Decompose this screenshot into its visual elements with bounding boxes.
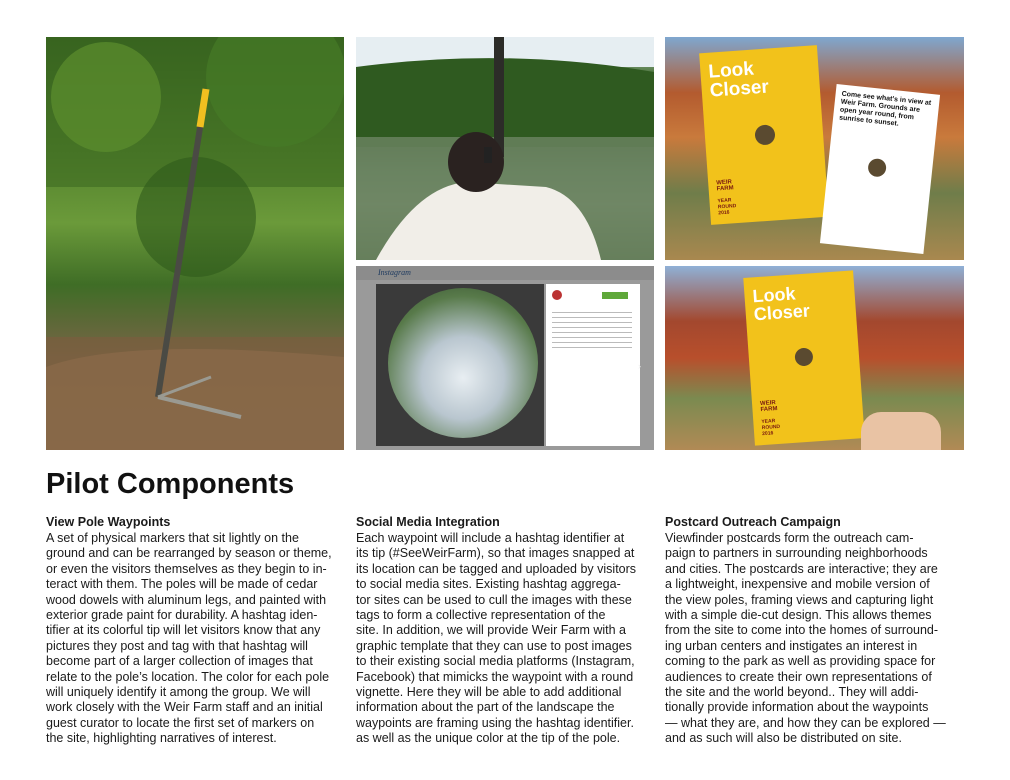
section-body: Viewfinder postcards form the outreach cam- paign to partners in surrounding neighborhoods and cities. The postcards are interactive; they are a lightweight, inexpensive and mobile version of the view poles, framing views and capturing light with a simple die-cut design. This allows themes from the site to come into the homes of surround- ing urban centers and instigates an interest in coming to the park as well as providing space for audiences to create their own representations of the site and the world beyond.. They will addi- tionally provide information about the waypoints — what they are, and how they can be explored — and as such will also be distributed on site. xyxy=(665,531,946,746)
column-view-pole xyxy=(46,514,346,747)
section-heading: View Pole Waypoints xyxy=(46,515,171,529)
section-heading: Postcard Outreach Campaign xyxy=(665,515,841,529)
column-postcard xyxy=(665,514,965,747)
section-body: A set of physical markers that sit lightly on the ground and can be rearranged by season or theme, or even the visitors themselves as they begin to in- teract with them. The poles will be made of cedar wood dowels with aluminum legs, and painted with exterior grade paint for durability. A hashtag iden- tifier at its colorful tip will let visitors know that any pictures they post and tag with that hashtag will become part of a larger collection of images that relate to the pole’s location. The color for each pole will uniquely identify it among the group. We will work closely with the Weir Farm staff and an initial guest curator to locate the first set of markers on the site, highlighting narratives of interest. xyxy=(46,531,332,746)
page-title: Pilot Components xyxy=(46,468,295,500)
hand xyxy=(861,412,941,450)
chevron-right-icon: › xyxy=(638,361,641,371)
view-pole-illustration xyxy=(46,37,344,450)
round-vignette xyxy=(388,288,538,438)
section-heading: Social Media Integration xyxy=(356,515,500,529)
postcard-brand: WEIR FARM xyxy=(716,179,734,193)
postcard-back xyxy=(820,84,940,254)
postcard-year-handheld: YEAR ROUND 2016 xyxy=(761,418,781,438)
postcard-title-handheld: Look Closer xyxy=(751,283,811,325)
postcard-front-handheld xyxy=(743,270,864,445)
post-sidebar xyxy=(546,284,640,446)
postcard-year: YEAR ROUND 2016 xyxy=(717,197,737,217)
postcard-title: Look Closer xyxy=(707,58,770,102)
photo-view-pole xyxy=(46,37,344,450)
section-body: Each waypoint will include a hashtag identifier at its tip (#SeeWeirFarm), so that images snapped at its location can be tagged and uploaded by visitors to social media sites. Existing hashtag aggrega- tor sites can be used to cull the images with these tags to form a collective representation of the site. In addition, we will provide Weir Farm with a graphic template that they can use to post images to their existing social media platforms (Instagram, Facebook) that mimicks the waypoint with a round vignette. Here they will be able to add additional information about the part of the landscape the waypoints are framing using the hashtag identifier. as well as the unique color at the tip of the pole. xyxy=(356,531,637,746)
postcard-brand-handheld: WEIR FARM xyxy=(759,400,778,414)
photo-postcards xyxy=(665,37,964,260)
postcard-front xyxy=(699,45,829,225)
photo-instagram-post xyxy=(356,266,654,450)
photo-handheld-postcard xyxy=(665,266,964,450)
postcard-back-text: Come see what’s in view at Weir Farm. Grounds are open year round, from sunrise to sunset. xyxy=(838,90,932,128)
instagram-logo: Instagram xyxy=(378,268,411,277)
photo-visitor-phone xyxy=(356,37,654,260)
column-social-media xyxy=(356,514,656,747)
visitor-illustration xyxy=(356,37,654,260)
